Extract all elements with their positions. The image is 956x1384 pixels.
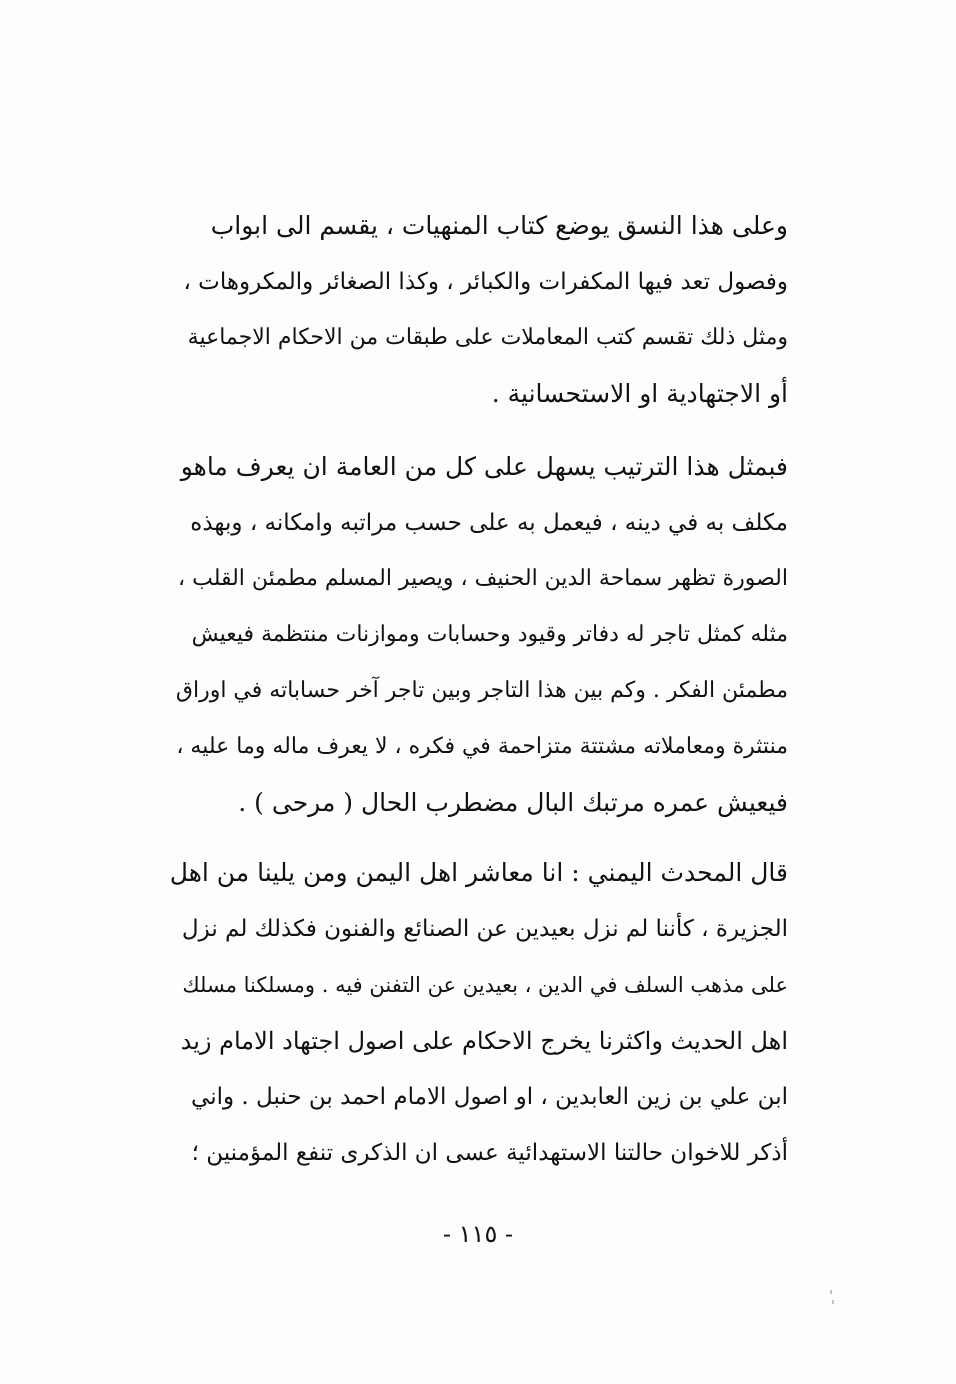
text-line: اهل الحديث واكثرنا يخرج الاحكام على اصول اجتهاد الامام زيد <box>180 1027 788 1055</box>
text-line: ومثل ذلك تقسم كتب المعاملات على طبقات من الاحكام الاجماعية <box>187 325 788 350</box>
scan-speck <box>830 1290 832 1294</box>
text-line: مثله كمثل تاجر له دفاتر وقيود وحسابات وموازنات منتظمة فيعيش <box>191 622 788 647</box>
text-line: أو الاجتهادية او الاستحسانية . <box>491 379 788 408</box>
text-line: ابن علي بن زين العابدين ، او اصول الامام احمد بن حنبل . واني <box>191 1084 788 1110</box>
text-line: على مذهب السلف في الدين ، بعيدين عن التفنن فيه . ومسلكنا مسلك <box>182 973 788 997</box>
text-line: أذكر للاخوان حالتنا الاستهدائية عسى ان الذكرى تنفع المؤمنين ؛ <box>191 1140 788 1166</box>
text-line: وعلى هذا النسق يوضع كتاب المنهيات ، يقسم الى ابواب <box>210 211 788 240</box>
paragraph-1 <box>170 198 788 422</box>
text-line: مطمئن الفكر . وكم بين هذا التاجر وبين تاجر آخر حساباته في اوراق <box>175 678 788 703</box>
page-number: - ١١٥ - <box>442 1220 514 1248</box>
text-line: الجزيرة ، كأننا لم نزل بعيدين عن الصنائع والفنون فكذلك لم نزل <box>181 916 788 942</box>
scan-speck <box>832 1300 834 1304</box>
text-line: فبمثل هذا الترتيب يسهل على كل من العامة ان يعرف ماهو <box>180 452 788 481</box>
text-line: مكلف به في دينه ، فيعمل به على حسب مراتبه وامكانه ، وبهذه <box>190 510 788 536</box>
paragraph-3 <box>170 845 788 1181</box>
text-line: منتثرة ومعاملاته مشتتة متزاحمة في فكره ، لا يعرف ماله وما عليه ، <box>176 734 788 759</box>
text-line: قال المحدث اليمني : انا معاشر اهل اليمن ومن يلينا من اهل <box>170 858 788 887</box>
text-line: وفصول تعد فيها المكفرات والكبائر ، وكذا الصغائر والمكروهات ، <box>183 269 788 295</box>
paragraph-2 <box>170 439 788 831</box>
text-line: الصورة تظهر سماحة الدين الحنيف ، ويصير المسلم مطمئن القلب ، <box>178 566 788 591</box>
text-line: فيعيش عمره مرتبك البال مضطرب الحال ( مرحى ) . <box>238 788 788 817</box>
